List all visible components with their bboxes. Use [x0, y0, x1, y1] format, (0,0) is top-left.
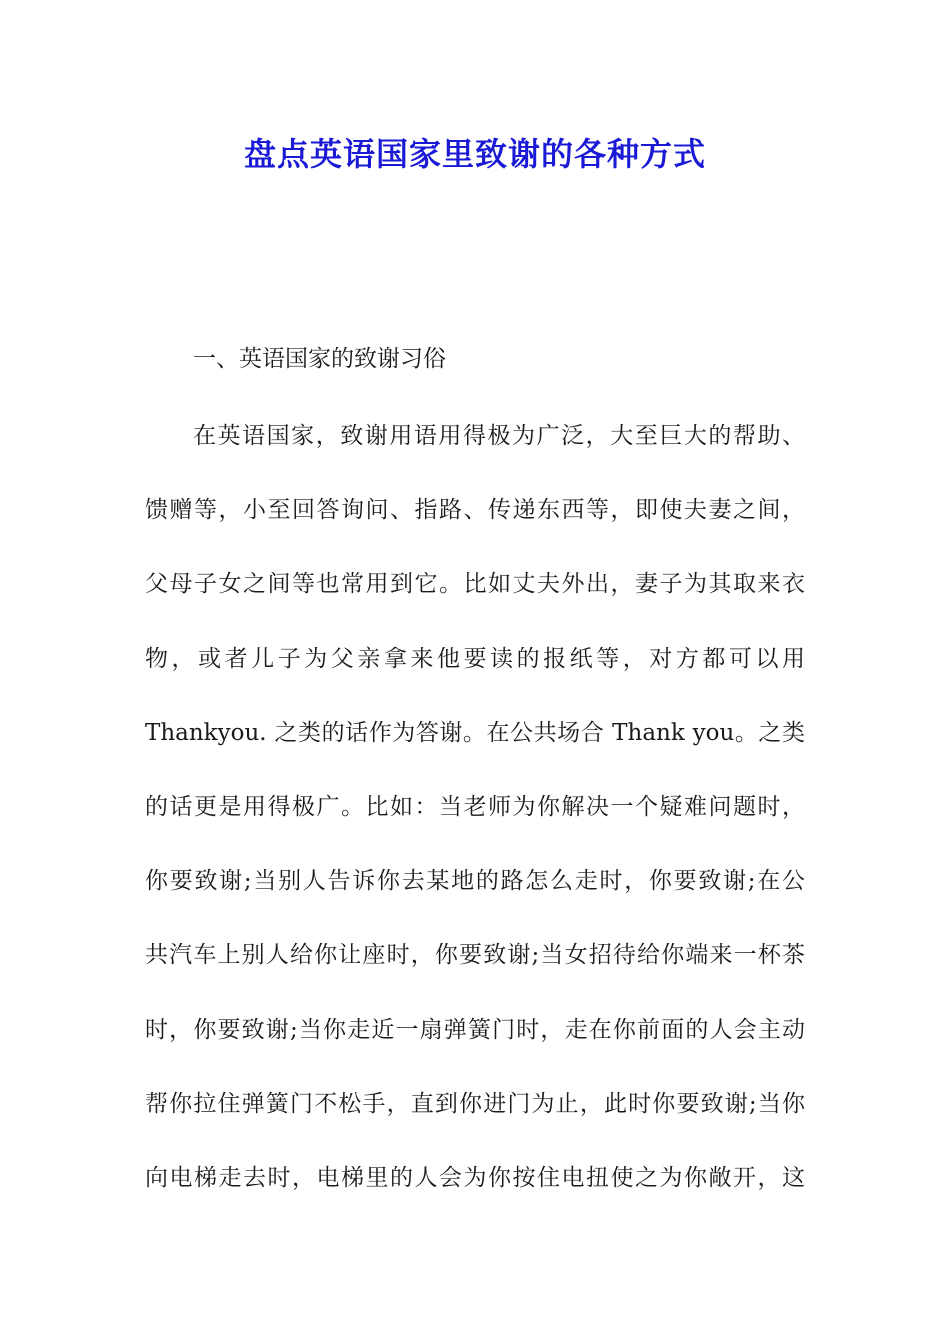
paragraph-line: 物，或者儿子为父亲拿来他要读的报纸等，对方都可以用 — [145, 646, 805, 672]
paragraph-line: 的话更是用得极广。比如：当老师为你解决一个疑难问题时， — [145, 794, 805, 820]
paragraph-line: 你要致谢;当别人告诉你去某地的路怎么走时，你要致谢;在公 — [145, 868, 805, 894]
paragraph-line: 馈赠等，小至回答询问、指路、传递东西等，即使夫妻之间， — [145, 497, 805, 523]
paragraph-line: 父母子女之间等也常用到它。比如丈夫外出，妻子为其取来衣 — [145, 571, 805, 597]
section-heading: 一、英语国家的致谢习俗 — [193, 346, 446, 372]
paragraph-line: 向电梯走去时，电梯里的人会为你按住电扭使之为你敞开，这 — [145, 1165, 805, 1191]
document-title: 盘点英语国家里致谢的各种方式 — [243, 135, 706, 173]
paragraph-line: 共汽车上别人给你让座时，你要致谢;当女招待给你端来一杯茶 — [145, 942, 805, 968]
paragraph-line: Thankyou. 之类的话作为答谢。在公共场合 Thank you。之类 — [145, 720, 805, 746]
paragraph-line: 在英语国家，致谢用语用得极为广泛，大至巨大的帮助、 — [193, 423, 805, 449]
paragraph-line: 帮你拉住弹簧门不松手，直到你进门为止，此时你要致谢;当你 — [145, 1091, 805, 1117]
paragraph-line: 时，你要致谢;当你走近一扇弹簧门时，走在你前面的人会主动 — [145, 1017, 805, 1043]
